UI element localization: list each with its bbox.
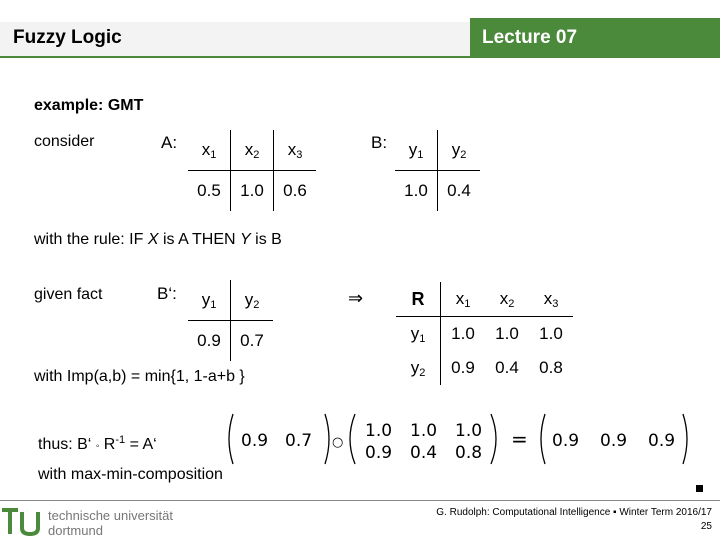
left-paren-icon	[229, 414, 233, 464]
rule-prefix: with the rule: IF	[34, 231, 148, 248]
set-a-element: $x_2$	[231, 130, 274, 171]
relation-table	[396, 282, 573, 385]
university-name-line1: technische universität	[48, 508, 174, 523]
relation-cell: 1.0	[495, 324, 519, 343]
result-value: 0.9	[600, 431, 628, 451]
relation-cell: 0.9	[451, 358, 475, 377]
rule-text	[34, 231, 282, 249]
tu-logo-icon	[0, 504, 44, 538]
result-value: 0.9	[648, 431, 676, 451]
footer-credit-block	[436, 506, 712, 534]
composition-icon: ◦	[95, 441, 100, 452]
consider-label: consider	[34, 133, 95, 150]
right-paren-icon	[325, 414, 329, 464]
set-b-value: 1.0	[404, 181, 428, 200]
university-name-line2: dortmund	[48, 523, 103, 538]
slide-header	[0, 0, 720, 60]
thus-r: R	[99, 436, 116, 453]
relation-column-header: $x_3$	[529, 282, 573, 317]
thus-prefix: thus: B‘	[38, 436, 96, 453]
university-name	[48, 508, 173, 538]
implies-icon: ⇒	[348, 288, 364, 308]
composition-operator-icon: ○	[332, 435, 344, 450]
set-a-table	[188, 130, 316, 211]
matrix-cell: 1.0	[365, 421, 393, 441]
result-left-paren-icon	[541, 414, 545, 464]
equals-sign: =	[511, 427, 528, 451]
matrix-cell: 1.0	[410, 421, 438, 441]
relation-cell: 1.0	[539, 324, 563, 343]
set-a-element: $x_1$	[188, 130, 231, 171]
imp-definition: with Imp(a,b) = min{1, 1-a+b }	[34, 368, 245, 385]
rule-variable-x: X	[147, 231, 159, 248]
relation-cell: 0.4	[495, 358, 519, 377]
header-divider	[0, 56, 720, 58]
set-b-value: 0.4	[438, 171, 481, 212]
relation-cell: 0.8	[539, 358, 563, 377]
composition-formula	[225, 410, 695, 468]
footer-credit: G. Rudolph: Computational Intelligence ▪ Winter Term 2016/17	[436, 507, 712, 518]
relation-column-header: $x_1$	[441, 282, 486, 317]
matrix-cell: 0.9	[365, 443, 393, 463]
lecture-label: Lecture 07	[482, 27, 578, 48]
set-b-label: B:	[371, 133, 388, 152]
composition-note: with max-min-composition	[38, 466, 223, 483]
matrix-cell: 0.4	[410, 443, 438, 463]
row-vector-value: 0.9	[241, 431, 269, 451]
relation-column-header: $x_2$	[485, 282, 529, 317]
set-a-value: 0.6	[274, 171, 317, 212]
set-b-element: $y_2$	[438, 130, 481, 171]
set-b-prime-label: B‘:	[157, 284, 177, 303]
matrix-cell: 1.0	[455, 421, 483, 441]
set-b-prime-table	[188, 280, 273, 361]
page-number: 25	[700, 521, 712, 532]
relation-cell: 1.0	[451, 324, 475, 343]
set-b-prime-element: $y_2$	[231, 280, 274, 321]
matrix-left-paren-icon	[350, 414, 355, 464]
set-b-prime-value: 0.7	[231, 321, 274, 362]
matrix-cell: 0.8	[455, 443, 483, 463]
table-row	[396, 351, 573, 385]
given-fact-label: given fact	[34, 286, 103, 303]
relation-name: R	[396, 282, 441, 317]
matrix-right-paren-icon	[491, 414, 496, 464]
set-a-value: 0.5	[197, 181, 221, 200]
rule-suffix: is B	[250, 231, 282, 248]
thus-superscript: -1	[115, 434, 126, 446]
result-right-paren-icon	[683, 414, 687, 464]
rule-variable-y: Y	[240, 231, 251, 248]
relation-row-header: $y_2$	[396, 351, 441, 385]
thus-statement	[38, 434, 157, 454]
set-a-label: A:	[161, 133, 178, 152]
row-vector-value: 0.7	[285, 431, 313, 451]
set-a-value: 1.0	[231, 171, 274, 212]
result-value: 0.9	[552, 431, 580, 451]
table-row	[396, 317, 573, 352]
set-b-element: $y_1$	[395, 130, 438, 171]
set-b-prime-value: 0.9	[197, 331, 221, 350]
set-b-prime-element: $y_1$	[188, 280, 231, 321]
example-heading: example: GMT	[34, 97, 144, 114]
slide-title: Fuzzy Logic	[13, 27, 122, 48]
rule-middle: is A THEN	[158, 231, 241, 248]
end-marker-icon	[696, 485, 703, 492]
set-a-element: $x_3$	[274, 130, 317, 171]
footer-divider	[0, 500, 720, 501]
thus-suffix: = A‘	[125, 436, 157, 453]
relation-row-header: $y_1$	[396, 317, 441, 352]
set-b-table	[395, 130, 480, 211]
